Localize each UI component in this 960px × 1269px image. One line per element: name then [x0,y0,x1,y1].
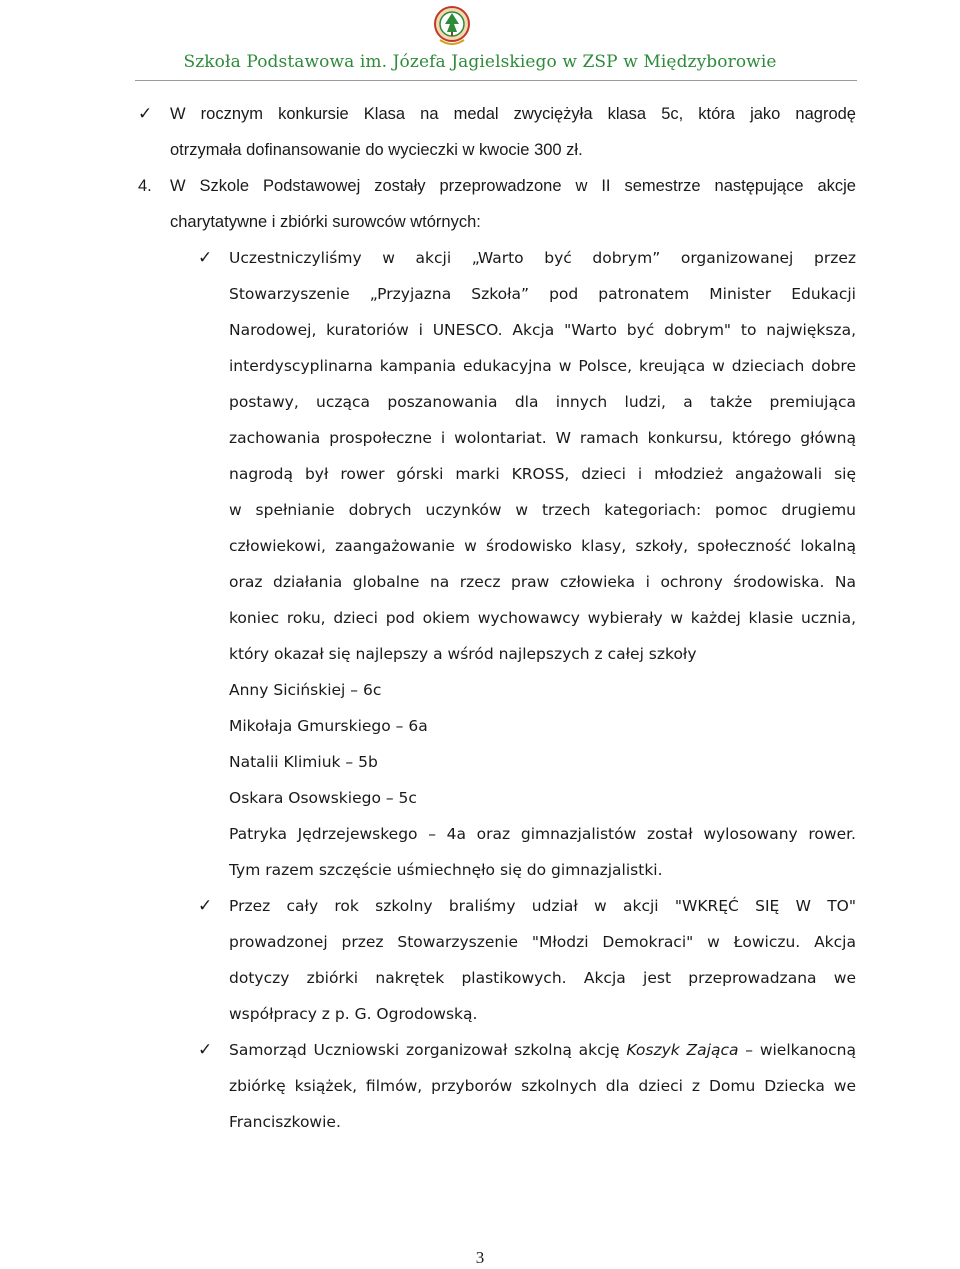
bullet-wkrec-sie-w-to [229,888,856,1032]
text-line: zachowania prospołeczne i wolontariat. W ramach konkursu, którego główną [229,429,856,447]
text-line: zbiórkę książek, filmów, przyborów szkolnych dla dzieci z Domu Dziecka we [229,1077,856,1095]
text-line: Tym razem szczęście uśmiechnęło się do gimnazjalistki. [229,861,663,879]
text-line: w spełnianie dobrych uczynków w trzech kategoriach: pomoc drugiemu [229,501,856,519]
text-line: W rocznym konkursie Klasa na medal zwyciężyła klasa 5c, która jako nagrodę [170,105,856,123]
text-line: otrzymała dofinansowanie do wycieczki w kwocie 300 zł. [170,141,583,159]
section-4-intro [170,168,856,240]
text-line: postawy, ucząca poszanowania dla innych ludzi, a także premiująca [229,393,856,411]
text-fragment: Samorząd Uczniowski zorganizował szkolną akcję [229,1041,627,1059]
text-line: Patryka Jędrzejewskego – 4a oraz gimnazjalistów został wylosowany rower. [229,825,856,843]
school-logo-icon [432,4,472,48]
bullet-koszyk-zajaca [229,1032,856,1140]
text-line: współpracy z p. G. Ogrodowską. [229,1005,478,1023]
text-line: Uczestniczyliśmy w akcji „Warto być dobrym” organizowanej przez [229,249,856,267]
text-line: który okazał się najlepszy a wśród najlepszych z całej szkoły [229,645,697,663]
text-line: nagrodą był rower górski marki KROSS, dzieci i młodzież angażowali się [229,465,856,483]
checkmark-icon: ✓ [138,104,153,123]
text-line: Narodowej, kuratoriów i UNESCO. Akcja "Warto być dobrym" to największa, [229,321,856,339]
text-line: W Szkole Podstawowej zostały przeprowadzone w II semestrze następujące akcje [170,177,856,195]
text-line: Stowarzyszenie „Przyjazna Szkoła” pod patronatem Minister Edukacji [229,285,856,303]
text-line: charytatywne i zbiórki surowców wtórnych: [170,213,481,231]
text-line: dotyczy zbiórki nakrętek plastikowych. Akcja jest przeprowadzana we [229,969,856,987]
page-number: 3 [475,1248,485,1267]
text-line: interdyscyplinarna kampania edukacyjna w Polsce, kreująca w dzieciach dobre [229,357,856,375]
text-line: Przez cały rok szkolny braliśmy udział w akcji "WKRĘĆ SIĘ W TO" [229,897,856,915]
header-divider [135,80,857,81]
text-line: prowadzonej przez Stowarzyszenie "Młodzi Demokraci" w Łowiczu. Akcja [229,933,856,951]
text-line: koniec roku, dzieci pod okiem wychowawcy wybierały w każdej klasie ucznia, [229,609,856,627]
section-number: 4. [138,177,152,195]
text-fragment: – wielkanocną [738,1041,856,1059]
text-line [229,1032,856,1068]
winner-name: Anny Sicińskiej – 6c [229,681,382,699]
winner-name: Oskara Osowskiego – 5c [229,789,417,807]
text-line: człowiekowi, zaangażowanie w środowisko klasy, szkoły, społeczność lokalną [229,537,856,555]
winner-name: Natalii Klimiuk – 5b [229,753,378,771]
text-line: oraz działania globalne na rzecz praw człowieka i ochrony środowiska. Na [229,573,856,591]
campaign-name: Koszyk Zająca [626,1041,739,1059]
checkmark-icon: ✓ [198,896,213,915]
checkmark-icon: ✓ [198,248,213,267]
school-name: Szkoła Podstawowa im. Józefa Jagielskiego w ZSP w Międzyborowie [183,52,777,72]
text-line: Franciszkowie. [229,1113,341,1131]
bullet-warto-byc-dobrym [229,240,856,888]
checkmark-icon: ✓ [198,1040,213,1059]
item-class-medal [170,96,856,168]
winner-name: Mikołaja Gmurskiego – 6a [229,717,428,735]
